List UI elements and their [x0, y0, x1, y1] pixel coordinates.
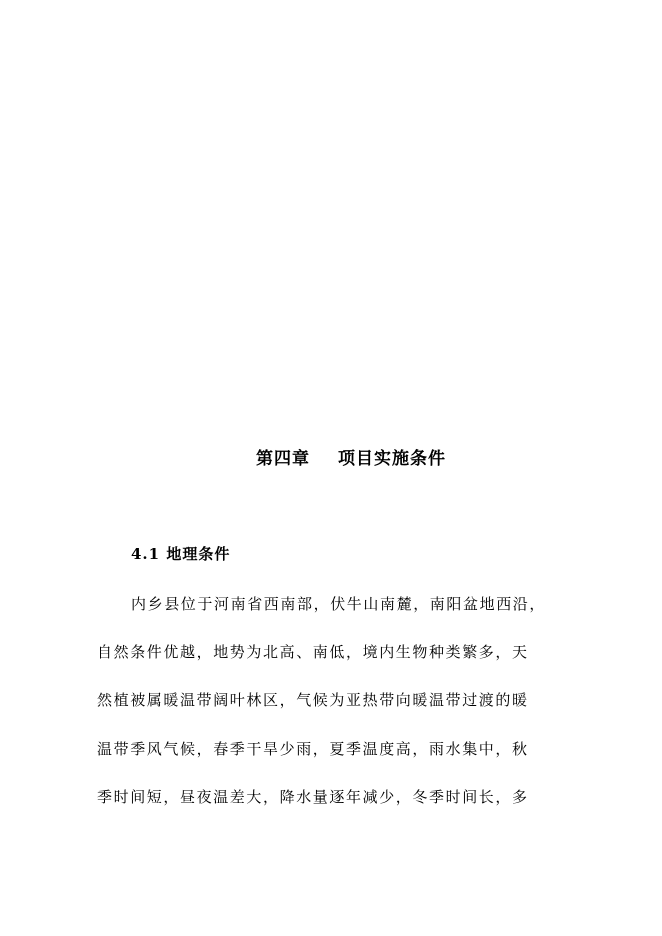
paragraph-line: 季时间短，昼夜温差大，降水量逐年减少，冬季时间长，多	[97, 788, 529, 806]
paragraph-line: 然植被属暖温带阔叶林区，气候为亚热带向暖温带过渡的暖	[97, 691, 529, 709]
chapter-number: 第四章	[256, 449, 310, 469]
paragraph-line: 内乡县位于河南省西南部，伏牛山南麓，南阳盆地西沿，	[131, 595, 547, 613]
section-heading: 4.1 地理条件	[131, 545, 231, 563]
chapter-title	[0, 444, 662, 469]
paragraph-line: 自然条件优越，地势为北高、南低，境内生物种类繁多，天	[97, 643, 529, 661]
chapter-name: 项目实施条件	[338, 449, 446, 469]
paragraph-line: 温带季风气候，春季干旱少雨，夏季温度高，雨水集中，秋	[97, 740, 529, 758]
